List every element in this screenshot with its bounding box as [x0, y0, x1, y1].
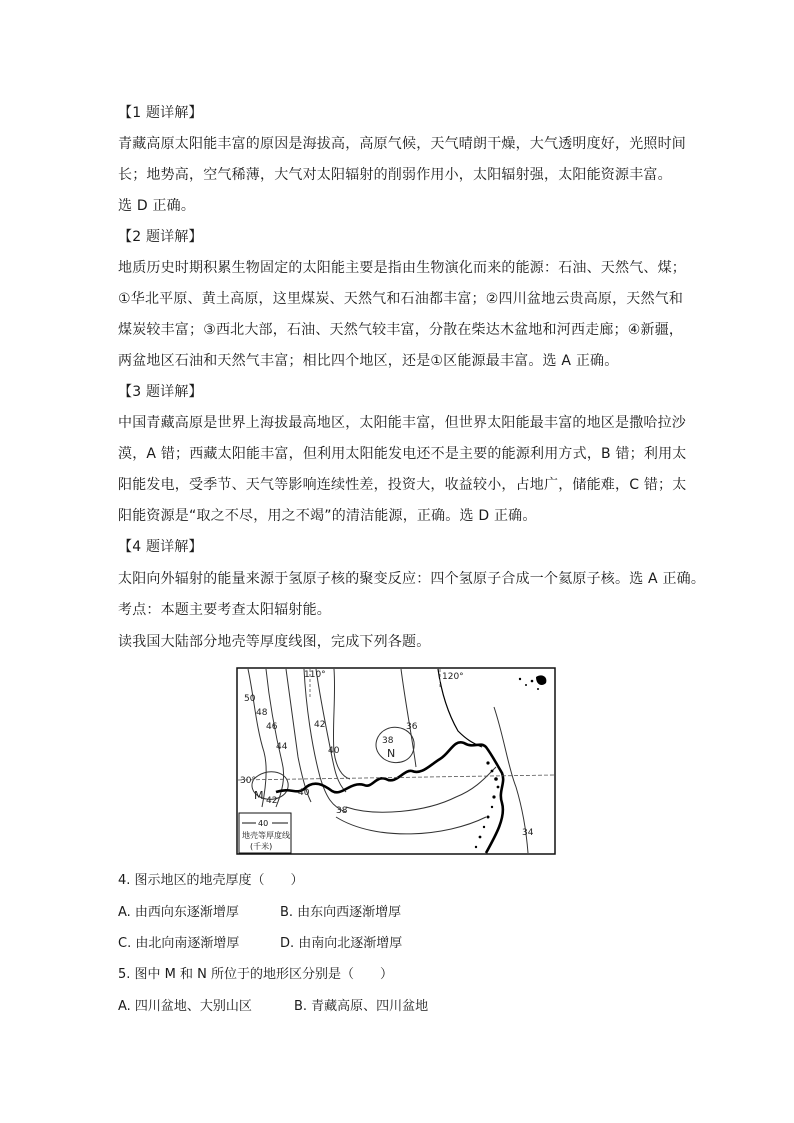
contour-label: 42	[266, 796, 278, 806]
q2-line-4: 两盆地区石油和天然气丰富；相比四个地区，还是①区能源最丰富。选 A 正确。	[118, 353, 619, 369]
q3-line-4: 阳能资源是“取之不尽，用之不竭”的清洁能源，正确。选 D 正确。	[118, 508, 537, 524]
region-label-m: M	[254, 789, 264, 802]
q1-line-1: 青藏高原太阳能丰富的原因是海拔高，高原气候，天气晴朗干燥，大气透明度好，光照时间	[118, 136, 686, 152]
contour-label: 36	[406, 722, 418, 732]
question4-option-c[interactable]: C. 由北向南逐渐增厚	[118, 936, 240, 951]
q2-line-3: 煤炭较丰富；③西北大部，石油、天然气较丰富，分散在柴达木盆地和河西走廊；④新疆，	[118, 322, 684, 338]
q4-line-1: 太阳向外辐射的能量来源于氢原子核的聚变反应：四个氢原子合成一个氦原子核。选 A 正确。	[118, 571, 706, 587]
legend-unit: (千米)	[250, 842, 273, 851]
region-label-n: N	[387, 747, 396, 760]
q4-heading: 【4 题详解】	[118, 539, 203, 555]
legend-value: 40	[258, 819, 269, 828]
contour-label: 38	[336, 806, 348, 816]
contour-label: 38	[382, 736, 394, 746]
contour-label: 34	[522, 828, 534, 838]
q3-line-3: 阳能发电，受季节、天气等影响连续性差，投资大，收益较小，占地广，储能难，C 错；太	[118, 477, 687, 493]
crust-thickness-map	[236, 667, 556, 855]
question5-option-b[interactable]: B. 青藏高原、四川盆地	[294, 999, 429, 1014]
contour-label: 40	[298, 788, 310, 798]
q2-line-1: 地质历史时期积累生物固定的太阳能主要是指由生物演化而来的能源：石油、天然气、煤；	[118, 260, 686, 276]
legend-title: 地壳等厚度线	[242, 831, 290, 840]
q2-line-2: ①华北平原、黄土高原，这里煤炭、天然气和石油都丰富；②四川盆地云贵高原，天然气和	[118, 291, 684, 307]
map-intro: 读我国大陆部分地壳等厚度线图，完成下列各题。	[118, 634, 431, 650]
contour-label: 50	[244, 694, 256, 704]
q3-line-2: 漠，A 错；西藏太阳能丰富，但利用太阳能发电还不是主要的能源利用方式，B 错；利用太	[118, 446, 687, 462]
question4-option-d[interactable]: D. 由南向北逐渐增厚	[280, 936, 403, 951]
question4-option-a[interactable]: A. 由西向东逐渐增厚	[118, 905, 239, 920]
q2-heading: 【2 题详解】	[118, 229, 203, 245]
question4-option-b[interactable]: B. 由东向西逐渐增厚	[280, 905, 402, 920]
longitude-label: 110°	[304, 670, 326, 680]
contour-label: 44	[276, 742, 288, 752]
longitude-label: 120°	[442, 672, 464, 682]
question5-option-a[interactable]: A. 四川盆地、大别山区	[118, 999, 252, 1014]
q1-line-2: 长；地势高，空气稀薄，大气对太阳辐射的削弱作用小，太阳辐射强，太阳能资源丰富。	[118, 167, 672, 183]
contour-label: 40	[328, 746, 340, 756]
latitude-label: 30°	[240, 776, 256, 786]
q3-line-1: 中国青藏高原是世界上海拔最高地区，太阳能丰富，但世界太阳能最丰富的地区是撒哈拉沙	[118, 415, 686, 431]
q4-line-2: 考点：本题主要考查太阳辐射能。	[118, 602, 331, 618]
question5-stem: 5. 图中 M 和 N 所位于的地形区分别是（ ）	[118, 967, 394, 982]
q1-line-3: 选 D 正确。	[118, 198, 196, 214]
contour-label: 42	[314, 720, 326, 730]
q3-heading: 【3 题详解】	[118, 384, 203, 400]
q1-heading: 【1 题详解】	[118, 105, 203, 121]
contour-label: 48	[256, 708, 268, 718]
contour-label: 46	[266, 722, 278, 732]
question4-stem: 4. 图示地区的地壳厚度（ ）	[118, 873, 304, 888]
